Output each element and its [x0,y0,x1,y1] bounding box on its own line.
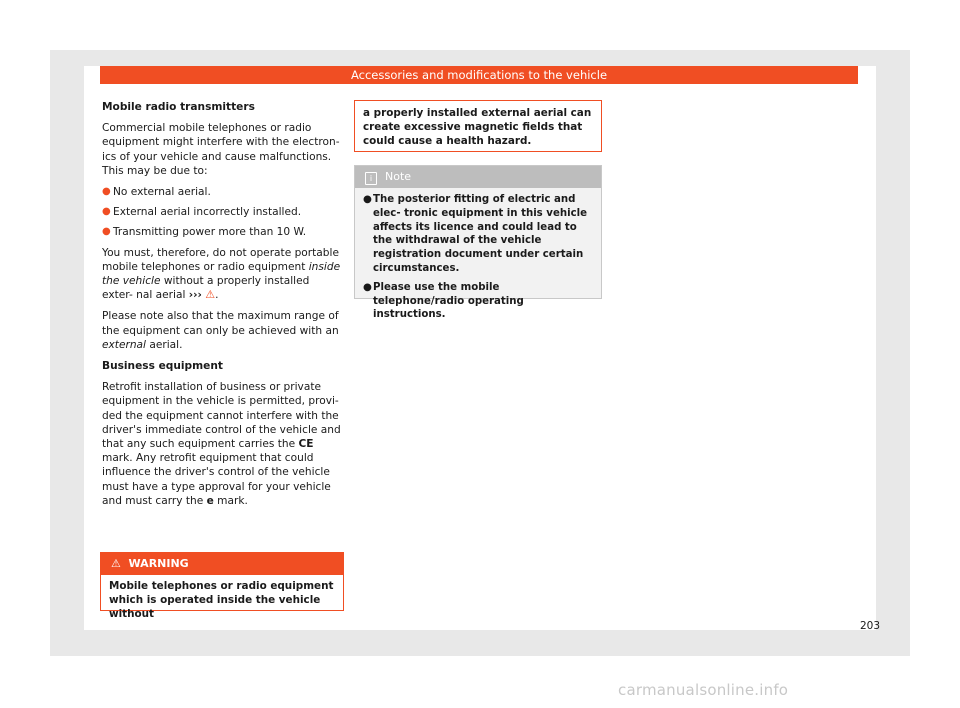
text-emphasis: inside the vehicle [102,260,341,288]
list-item-text: Transmitting power more than 10 W. [113,226,307,239]
text: You must, therefore, do not operate portable mobile telephones or radio equipment [102,246,339,273]
e-mark-icon: e [206,494,214,507]
note-item-text: The posterior fitting of electric and elec- tronic equipment in this vehicle affects its licence and could lead to the withdrawal of the vehicle registration document under certain circumstances. [373,194,588,274]
paragraph-operate [102,246,342,303]
page-number: 203 [860,620,881,632]
warning-text: Mobile telephones or radio equipment which is operated inside the vehicle without [109,580,334,620]
text: mark. Any retrofit equipment that could influence the driver's control of the vehicle must have a type approval for your vehicle and must carry the [102,452,331,507]
list-item-text: External aerial incorrectly installed. [113,206,302,219]
text-emphasis: external [102,338,146,351]
note-item-text: Please use the mobile telephone/radio operating instructions. [373,281,524,321]
note-box [354,165,602,321]
warning-triangle-icon: ⚠ [111,557,121,570]
cross-reference-link[interactable]: ››› [188,289,202,302]
note-body [355,188,601,332]
list-item [102,205,342,219]
text: . [215,289,219,302]
text: Retrofit installation of business or private equipment in the vehicle is permitted, provi- ded the equipment cannot interfere with the driver's immediate control of the vehicle and that any such equipment carries the [102,381,341,451]
list-item [102,225,342,239]
list-item [102,185,342,199]
list-item-text: No external aerial. [113,186,211,199]
note-title: Note [385,170,412,183]
warning-triangle-icon: ⚠ [205,288,216,302]
list-item [363,281,593,322]
bullet-icon: ● [363,194,372,205]
text: without a properly installed exter- nal aerial [102,275,310,302]
warning-title: WARNING [128,557,189,570]
info-icon: i [365,172,377,185]
warning-box [100,552,344,620]
note-header [355,166,601,188]
warning-text-continued: a properly installed external aerial can create excessive magnetic fields that could cause a health hazard. [363,107,592,147]
bullet-icon: ● [102,186,111,198]
text: mark. [213,494,248,507]
paragraph-business [102,380,342,508]
heading-mobile-radio: Mobile radio transmitters [102,101,255,113]
text: Please note also that the maximum range of the equipment can only be achieved with an [102,310,339,337]
list-item [363,193,593,276]
paragraph-range [102,309,342,352]
heading-business-equipment: Business equipment [102,360,223,373]
ce-mark-icon: CE [298,438,314,451]
bullet-icon: ● [363,281,372,293]
watermark: carmanualsonline.info [618,681,789,699]
left-column [102,100,342,515]
paragraph-intro: Commercial mobile telephones or radio equipment might interfere with the electron- ics of your vehicle and cause malfunctions. This may be due to: [102,122,340,177]
section-header: Accessories and modifications to the vehicle [100,66,858,84]
bullet-icon: ● [102,226,111,238]
bullet-icon: ● [102,206,111,218]
warning-header [101,553,343,575]
warning-box-continued [354,100,602,152]
text: aerial. [145,338,183,351]
